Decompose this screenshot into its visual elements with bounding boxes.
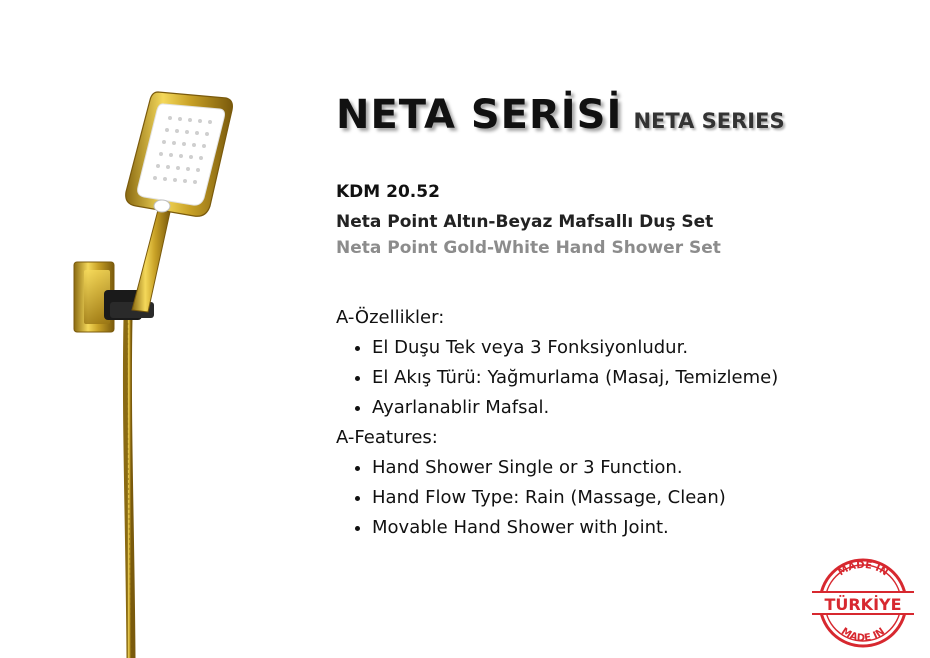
features-heading-en: A-Features: (336, 427, 438, 448)
made-in-turkiye-stamp (810, 558, 916, 648)
stamp-bottom-text: MADE IN (838, 626, 888, 645)
series-title-en: NETA SERIES (633, 109, 785, 133)
product-code: KDM 20.52 (336, 182, 440, 202)
product-name-tr: Neta Point Altın-Beyaz Mafsallı Duş Set (336, 212, 714, 232)
list-item: • El Duşu Tek veya 3 Fonksiyonludur. (372, 333, 778, 363)
features-heading-tr: A-Özellikler: (336, 307, 445, 328)
svg-text:MADE IN (836, 560, 890, 579)
features-list-tr (336, 333, 778, 423)
product-name-en: Neta Point Gold-White Hand Shower Set (336, 238, 721, 258)
list-item: • El Akış Türü: Yağmurlama (Masaj, Temizleme) (372, 363, 778, 393)
list-item: • Hand Flow Type: Rain (Massage, Clean) (372, 483, 778, 513)
features-block (336, 303, 778, 543)
series-title-tr: NETA SERİSİ (336, 92, 623, 138)
list-item: • Hand Shower Single or 3 Function. (372, 453, 778, 483)
stamp-middle-text: TÜRKİYE (824, 595, 902, 614)
hand-shower-product-image (0, 0, 320, 658)
list-item: • Ayarlanablir Mafsal. (372, 393, 778, 423)
features-list-en (336, 453, 778, 543)
list-item: • Movable Hand Shower with Joint. (372, 513, 778, 543)
stamp-top-text: MADE IN (836, 559, 890, 579)
page-title (336, 92, 785, 138)
